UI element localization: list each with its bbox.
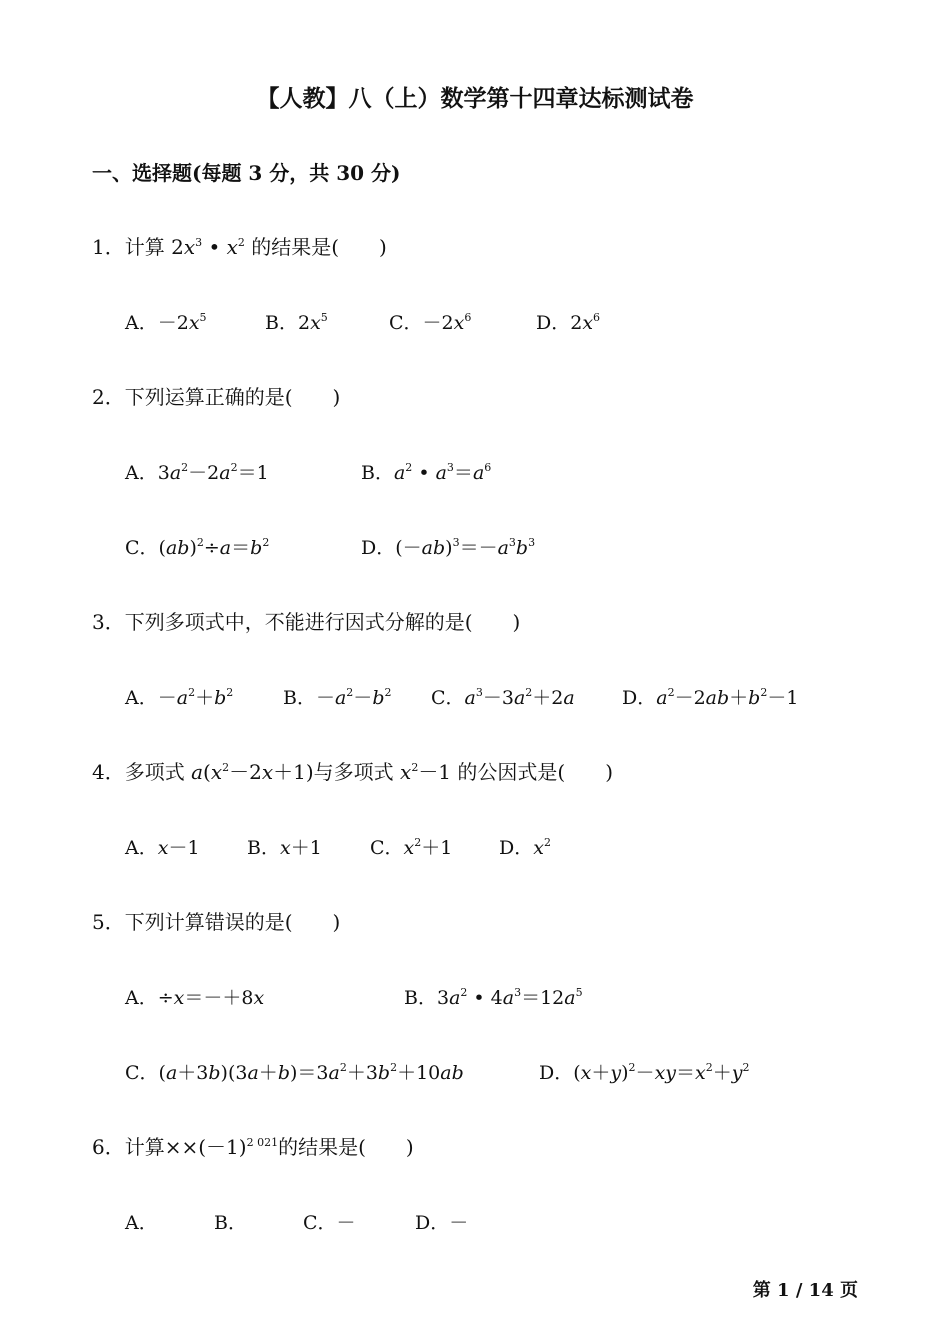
section-heading: 一、选择题(每题 3 分，共 30 分) <box>92 161 401 185</box>
question-5: 5．下列计算错误的是( ) <box>92 910 341 934</box>
q5-option-c: C．$(a+3b)(3a+b)=3a^2+3b^2+10ab$ <box>125 1061 464 1084</box>
q1-option-d: D．$2x^6$ <box>536 311 601 334</box>
q6-option-b: B． <box>214 1212 247 1234</box>
q4-option-c: C．$x^2+1$ <box>370 836 453 859</box>
q6-option-a: A． <box>125 1212 158 1234</box>
q4-option-d: D．$x^2$ <box>499 836 551 859</box>
q5-option-d: D．$(x+y)^2-xy=x^2+y^2$ <box>539 1061 750 1084</box>
q1-option-a: A．$-2x^5$ <box>125 311 207 334</box>
q6-option-d: D．－ <box>415 1212 469 1234</box>
question-3: 3．下列多项式中，不能进行因式分解的是( ) <box>92 610 521 634</box>
q3-option-d: D．$a^2-2ab+b^2-1$ <box>622 686 799 709</box>
page-title: 【人教】八（上）数学第十四章达标测试卷 <box>256 85 694 112</box>
q2-option-a: A．$3a^2-2a^2=1$ <box>125 461 269 484</box>
q3-option-c: C．$a^3-3a^2+2a$ <box>431 686 575 709</box>
q3-option-a: A．$-a^2+b^2$ <box>125 686 234 709</box>
q5-option-b: B．$3a^2$ • $4a^3=12a^5$ <box>404 986 583 1009</box>
question-1: 1．计算 $2x^3$ • $x^2$ 的结果是( ) <box>92 235 387 259</box>
page-number: 第 1 / 14 页 <box>752 1280 858 1301</box>
q2-option-b: B．$a^2$ • $a^3=a^6$ <box>361 461 492 484</box>
q3-option-b: B．$-a^2-b^2$ <box>283 686 392 709</box>
q4-option-a: A．x－1 <box>125 837 200 859</box>
question-6: 6．计算$\times\times(-1)^{2 021}$的结果是( ) <box>92 1135 414 1159</box>
q2-option-c: C．$(ab)^2\div a=b^2$ <box>125 536 270 559</box>
q5-option-a: A．÷x＝－＋8x <box>125 987 265 1009</box>
q6-option-c: C．－ <box>303 1212 356 1234</box>
q1-option-c: C．$-2x^6$ <box>389 311 472 334</box>
q1-option-b: B．$2x^5$ <box>265 311 328 334</box>
question-2: 2．下列运算正确的是( ) <box>92 385 341 409</box>
question-4: 4．多项式 $a(x^2-2x+1)$与多项式 $x^2-1$ 的公因式是( ) <box>92 760 613 784</box>
q4-option-b: B．x＋1 <box>247 837 322 859</box>
q2-option-d: D．$(-ab)^3=-a^3b^3$ <box>361 536 536 559</box>
